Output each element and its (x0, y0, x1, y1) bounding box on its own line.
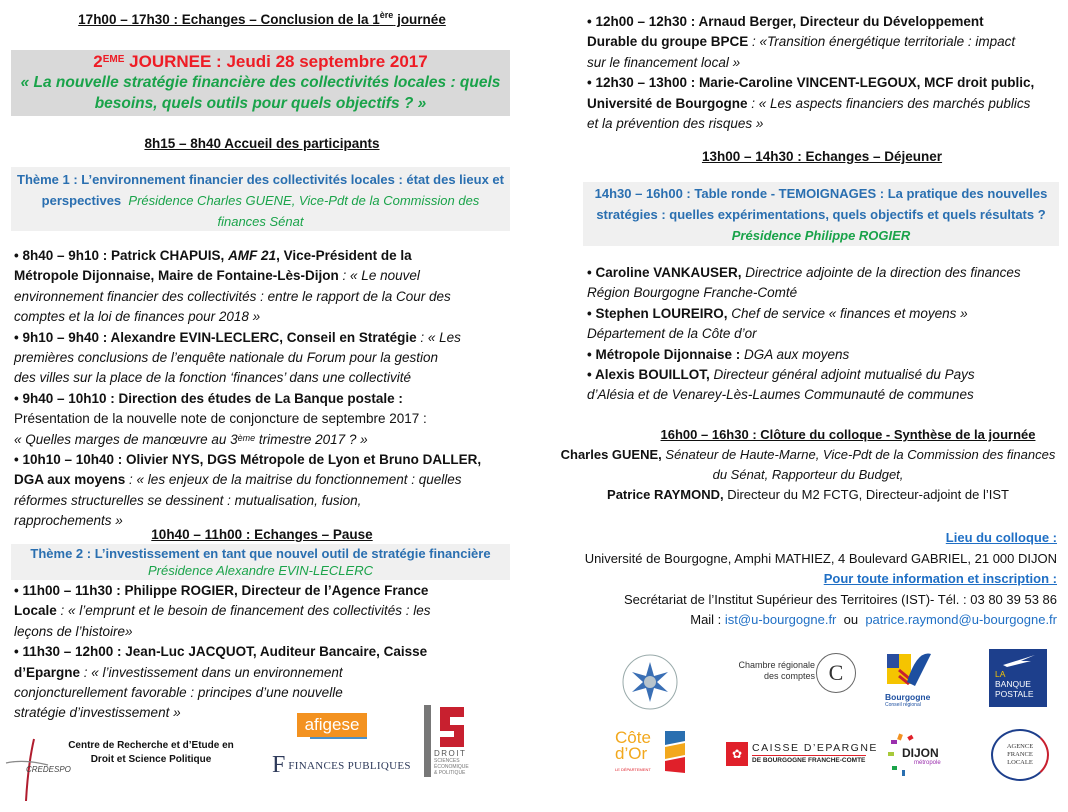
session-topic: : « Les (416, 329, 461, 345)
afl-text-1: AGENCE (1006, 743, 1034, 750)
conclusion-text: 17h00 – 17h30 : Echanges – Conclusion de la 1 (78, 12, 380, 27)
panelist-org: Département de la Côte d’or (587, 326, 757, 342)
closing-role-1b: du Sénat, Rapporteur du Budget, (712, 467, 904, 482)
droit-logo (424, 705, 476, 777)
session-item (587, 73, 1057, 134)
credespo-text-2: Droit et Science Politique (90, 754, 212, 765)
day2-subtitle-1: « La nouvelle stratégie financière des collectivités locales : quels (20, 74, 501, 91)
roundtable-box (583, 182, 1059, 246)
theme1-presidence: Présidence Charles GUENE, Vice-Pdt de la Commission des (128, 193, 480, 208)
panelist-name: • Stephen LOUREIRO, (587, 305, 728, 321)
caisse-epargne-text-2: DE BOURGOGNE FRANCHE-COMTE (752, 757, 866, 764)
session-topic: Présentation de la nouvelle note de conjoncture de septembre 2017 : (14, 411, 427, 427)
credespo-text (60, 739, 242, 767)
session-time-speaker: • 9h10 – 9h40 : Alexandre EVIN-LECLERC, Conseil en Stratégie (14, 329, 417, 345)
day2-title-num: 2 (93, 52, 103, 71)
lunch-heading: 13h00 – 14h30 : Echanges – Déjeuner (701, 149, 943, 164)
day2-title-rest: JOURNEE : Jeudi 28 septembre 2017 (124, 52, 428, 71)
session-role: , Vice-Président de la (276, 248, 412, 263)
droit-sub-1: SCIENCES (434, 758, 460, 764)
day2-header-box (11, 50, 510, 116)
session-topic: : «Transition énergétique territoriale : impact (748, 34, 1016, 50)
panelists-list (587, 263, 1062, 406)
session-time-speaker: • 12h00 – 12h30 : Arnaud Berger, Directeur du Développement (587, 14, 984, 29)
banque-postale-bird-icon (1001, 653, 1037, 669)
roundtable-line1: 14h30 – 16h00 : Table ronde - TEMOIGNAGES : La pratique des nouvelles (594, 186, 1048, 201)
session-topic: : « Le nouvel (338, 268, 420, 284)
session-time-speaker: • 10h10 – 10h40 : Olivier NYS, DGS Métropole de Lyon et Bruno DALLER, (14, 452, 482, 468)
sessions-investment (14, 581, 514, 724)
superscript: ère (379, 10, 394, 20)
roundtable-presidence: Présidence Philippe ROGIER (731, 228, 911, 243)
panelist-item (587, 263, 1062, 304)
panelist-org: d’Alésia et de Venarey-Lès-Laumes Communauté de communes (587, 387, 974, 403)
closing-speaker-2: Patrice RAYMOND, (607, 487, 724, 502)
afl-text-3: LOCALE (1007, 759, 1033, 766)
droit-s-icon (434, 707, 470, 749)
dijon-metropole-logo (888, 732, 952, 778)
session-role: DGA aux moyens (14, 472, 126, 488)
finances-publiques-logo (272, 752, 411, 779)
closing-section (548, 425, 1068, 505)
chambre-text-2: des comptes (763, 671, 815, 681)
secretariat-contact: Secrétariat de l’Institut Supérieur des Territoires (IST)- Tél. : 03 80 39 53 86 (623, 591, 1057, 607)
pause-heading: 10h40 – 11h00 : Echanges – Pause (151, 527, 373, 542)
closing-heading: 16h00 – 16h30 : Clôture du colloque - Synthèse de la journée (660, 427, 1036, 442)
session-topic: : « l’investissement dans un environnement (80, 664, 343, 680)
cote-dor-logo (615, 728, 687, 777)
session-topic-2: leçons de l’histoire» (14, 623, 133, 639)
agence-france-locale-logo (991, 729, 1049, 781)
theme2-presidence: Présidence Alexandre EVIN-LECLERC (148, 563, 373, 578)
panelist-role: Directrice adjointe de la direction des finances (741, 265, 1021, 280)
day2-title-sup: EME (102, 54, 125, 65)
panelist-role: Chef de service « finances et moyens » (727, 305, 968, 321)
roundtable-line2: stratégies : quelles expérimentations, quels objectifs et quels résultats ? (596, 207, 1046, 222)
session-topic-2: sur le financement local » (587, 54, 741, 70)
session-topic-2: premières conclusions de l’enquête nationale du Forum pour la gestion (14, 350, 439, 366)
panelist-item (587, 365, 1062, 406)
theme1-line2: perspectives (41, 193, 122, 208)
theme2-line1: Thème 2 : L’investissement en tant que nouvel outil de stratégie financière (30, 546, 491, 561)
session-topic-2: conjoncturellement favorable : principes d’une nouvelle (14, 685, 343, 701)
session-topic-2: et la prévention des risques » (587, 116, 764, 132)
venue-section (560, 528, 1057, 631)
session-topic-3: comptes et la loi de finances pour 2018 » (14, 309, 261, 325)
bourgogne-subtext: Conseil régional (885, 702, 921, 708)
droit-sub-3: & POLITIQUE (434, 770, 466, 776)
panelist-item (587, 345, 1062, 365)
session-role: Durable du groupe BPCE (587, 34, 749, 50)
session-topic-2: environnement financier des collectivités : entre le rapport de la Cour des (14, 288, 451, 304)
session-item (14, 450, 514, 532)
bourgogne-text: Bourgogne (885, 692, 931, 702)
caisse-epargne-line (752, 755, 866, 756)
chambre-comptes-seal-icon (816, 653, 856, 693)
afigese-logo (297, 713, 367, 737)
info-label: Pour toute information et inscription : (823, 571, 1057, 586)
droit-side-bar (424, 705, 431, 777)
ordre-merite-logo (620, 652, 680, 712)
conclusion-text-end: journée (393, 12, 446, 27)
cote-dor-text-2: d’Or (615, 744, 648, 763)
credespo-text-1: Centre de Recherche et d’Etude en (68, 740, 234, 751)
dijon-subtext: métropole (914, 760, 941, 766)
panelist-role: DGA aux moyens (740, 346, 850, 362)
session-topic-2: réformes structurelles se dessinent : mutualisation, fusion, (14, 492, 362, 508)
chambre-mark: C (828, 660, 844, 685)
session-role-2: Métropole Dijonnaise, Maire de Fontaine-Lès-Dijon (14, 268, 339, 284)
session-item (14, 389, 514, 450)
afigese-text: afigese (304, 715, 360, 734)
caisse-epargne-text-1: CAISSE D’EPARGNE (752, 742, 878, 754)
welcome-heading: 8h15 – 8h40 Accueil des participants (144, 136, 380, 151)
dijon-text: DIJON (902, 746, 939, 760)
session-item (587, 12, 1057, 73)
credespo-logo (4, 735, 71, 805)
afigese-underline (310, 737, 367, 739)
session-time-speaker: • 9h40 – 10h10 : Direction des études de La Banque postale : (14, 390, 403, 406)
session-topic: : « Les aspects financiers des marchés publics (747, 95, 1031, 111)
panelist-item (587, 304, 1062, 345)
lbp-text-1: LA (995, 669, 1006, 679)
day2-title (11, 50, 510, 72)
bourgogne-logo (885, 650, 935, 710)
session-role: Université de Bourgogne (587, 95, 748, 111)
cote-dor-text-1: Côte (615, 728, 651, 747)
panelist-name: • Caroline VANKAUSER, (587, 265, 742, 280)
finances-publiques-text: FINANCES PUBLIQUES (288, 759, 411, 772)
finances-f-icon: F (272, 752, 286, 778)
panelist-role: Directeur général adjoint mutualisé du Pays (709, 367, 975, 383)
ordre-merite-star-icon (620, 652, 680, 712)
lbp-text-2: BANQUE (995, 679, 1031, 689)
banque-postale-logo (989, 649, 1047, 707)
chambre-text-1: Chambre régionale (738, 660, 815, 670)
session-topic-3: stratégie d’investissement » (14, 705, 181, 721)
conclusion-day1-heading (12, 12, 512, 27)
session-time-speaker: • 8h40 – 9h10 : Patrick CHAPUIS, (14, 248, 229, 263)
session-topic: : « les enjeux de la maitrise du fonctionnement : quelles (125, 472, 462, 488)
afl-text-2: FRANCE (1007, 751, 1033, 758)
droit-sub-2: ÉCONOMIQUE (434, 764, 469, 770)
theme1-box (11, 167, 510, 231)
theme1-line1: Thème 1 : L’environnement financier des collectivités locales : état des lieux et (17, 172, 504, 187)
session-time-speaker: • 12h30 – 13h00 : Marie-Caroline VINCENT-LEGOUX, MCF droit public, (587, 75, 1035, 91)
closing-role-2: Directeur du M2 FCTG, Directeur-adjoint de l’IST (723, 487, 1009, 502)
panelist-name: • Alexis BOUILLOT, (587, 367, 710, 383)
session-item (14, 246, 514, 328)
lbp-text-3: POSTALE (995, 689, 1034, 699)
sessions-midday (587, 12, 1057, 134)
session-topic-3: rapprochements » (14, 513, 123, 529)
session-role: Locale (14, 603, 57, 619)
venue-label: Lieu du colloque : (945, 530, 1057, 545)
sessions-morning (14, 246, 514, 532)
mail-or: ou (836, 612, 866, 627)
day2-subtitle-2: besoins, quels outils pour quels objectifs ? » (94, 95, 427, 112)
email-link-ist[interactable]: ist@u-bourgogne.fr (724, 612, 837, 627)
panelist-name: • Métropole Dijonnaise : (587, 346, 741, 362)
session-topic-3: trimestre 2017 ? » (255, 431, 368, 447)
theme2-box (11, 544, 510, 580)
venue-address: Université de Bourgogne, Amphi MATHIEZ, 4 Boulevard GABRIEL, 21 000 DIJON (584, 550, 1057, 566)
email-link-raymond[interactable]: patrice.raymond@u-bourgogne.fr (865, 612, 1057, 627)
session-topic-2: « Quelles marges de manœuvre au 3 (14, 431, 238, 447)
cote-dor-flag-icon (665, 731, 685, 773)
closing-role-1: Sénateur de Haute-Marne, Vice-Pdt de la Commission des finances (661, 447, 1056, 462)
bourgogne-shield-icon (885, 650, 935, 692)
panelist-org: Région Bourgogne Franche-Comté (587, 285, 798, 301)
droit-main: DROIT (434, 749, 467, 758)
superscript: ème (237, 432, 256, 443)
closing-speaker-1: Charles GUENE, (560, 447, 662, 462)
theme1-presidence-end: finances Sénat (217, 214, 304, 229)
session-time-speaker: • 11h00 – 11h30 : Philippe ROGIER, Directeur de l’Agence France (14, 583, 429, 598)
session-org: AMF 21 (228, 248, 277, 263)
session-role: d’Epargne (14, 664, 81, 680)
session-time-speaker: • 11h30 – 12h00 : Jean-Luc JACQUOT, Auditeur Bancaire, Caisse (14, 644, 428, 660)
session-topic-3: des villes sur la place de la fonction ‘finances’ dans une collectivité (14, 370, 411, 386)
credespo-label: CREDESPO (26, 765, 71, 774)
chambre-comptes-text (715, 660, 815, 682)
caisse-epargne-squirrel-icon: ✿ (726, 742, 748, 766)
session-topic: : « l’emprunt et le besoin de financement des collectivités : les (56, 603, 431, 619)
session-item (14, 328, 514, 389)
mail-label: Mail : (690, 612, 725, 627)
session-item (14, 581, 514, 642)
cote-dor-subtext: LE DÉPARTEMENT (615, 767, 651, 772)
